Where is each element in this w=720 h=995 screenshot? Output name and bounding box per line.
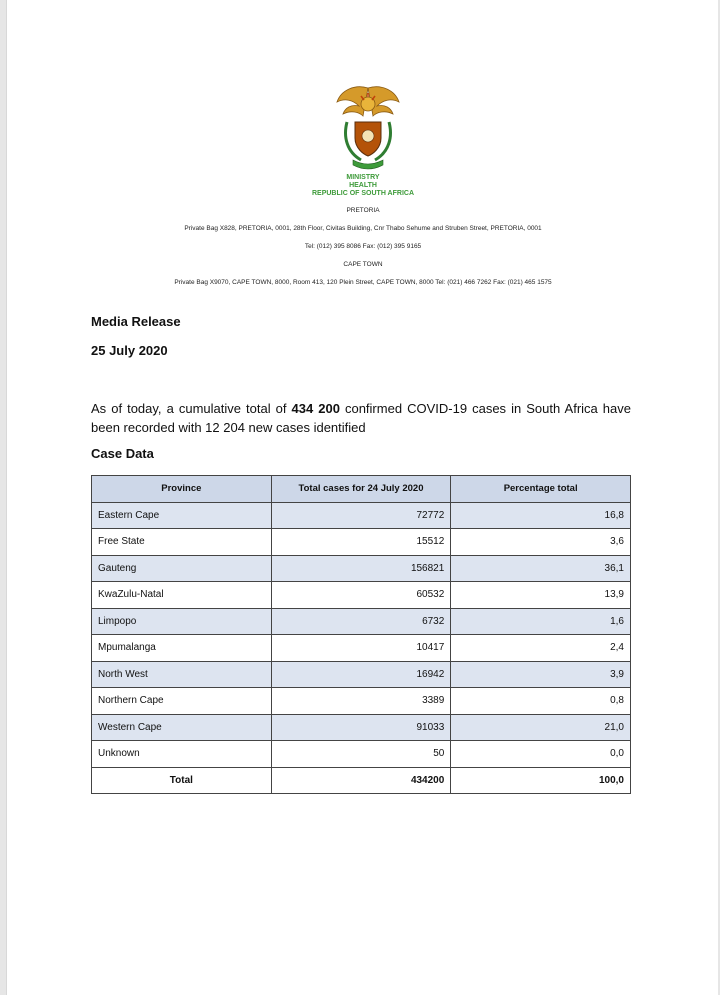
cases-cell: 15512 (271, 529, 451, 556)
percentage-cell: 3,6 (451, 529, 631, 556)
percentage-cell: 3,9 (451, 661, 631, 688)
province-cell: Eastern Cape (92, 502, 272, 529)
table-total-row (92, 767, 631, 794)
cases-cell: 91033 (271, 714, 451, 741)
document-page (6, 0, 718, 995)
intro-paragraph (91, 399, 631, 437)
intro-suffix: confirmed COVID-19 cases in South Africa have (339, 401, 631, 416)
province-cell: Free State (92, 529, 272, 556)
province-cell: Gauteng (92, 555, 272, 582)
table-row (92, 502, 631, 529)
table-row (92, 555, 631, 582)
province-cell: Western Cape (92, 714, 272, 741)
cases-cell: 50 (271, 741, 451, 768)
percentage-cell: 0,8 (451, 688, 631, 715)
percentage-cell: 2,4 (451, 635, 631, 662)
media-release-title: Media Release (91, 314, 181, 329)
column-header-total-cases: Total cases for 24 July 2020 (271, 476, 451, 503)
table-row (92, 661, 631, 688)
table-row (92, 741, 631, 768)
cases-cell: 60532 (271, 582, 451, 609)
table-header-row (92, 476, 631, 503)
case-data-table (91, 475, 631, 794)
province-cell: KwaZulu-Natal (92, 582, 272, 609)
pretoria-contact: Tel: (012) 395 8086 Fax: (012) 395 9165 (304, 243, 422, 250)
table-row (92, 608, 631, 635)
cases-cell: 3389 (271, 688, 451, 715)
table-row (92, 714, 631, 741)
ministry-label: MINISTRY (346, 174, 380, 181)
cases-cell: 16942 (271, 661, 451, 688)
column-header-percentage: Percentage total (451, 476, 631, 503)
intro-line-1 (91, 399, 631, 418)
cases-cell: 72772 (271, 502, 451, 529)
percentage-cell: 16,8 (451, 502, 631, 529)
province-cell: Limpopo (92, 608, 272, 635)
table-row (92, 635, 631, 662)
percentage-cell: 21,0 (451, 714, 631, 741)
province-cell: Unknown (92, 741, 272, 768)
release-date: 25 July 2020 (91, 343, 168, 358)
percentage-cell: 36,1 (451, 555, 631, 582)
department-label: HEALTH (349, 182, 377, 189)
capetown-address: Private Bag X9070, CAPE TOWN, 8000, Room 413, 120 Plein Street, CAPE TOWN, 8000 Tel: (021) 466 7262 Fax: (021) 465 1575 (174, 279, 552, 286)
case-data-heading: Case Data (91, 446, 154, 461)
province-cell: Northern Cape (92, 688, 272, 715)
province-cell: North West (92, 661, 272, 688)
coat-of-arms-emblem (333, 82, 403, 174)
country-label: REPUBLIC OF SOUTH AFRICA (311, 190, 415, 197)
total-label: Total (92, 767, 272, 794)
cases-cell: 156821 (271, 555, 451, 582)
table-row (92, 529, 631, 556)
pretoria-address: Private Bag X828, PRETORIA, 0001, 28th Floor, Civitas Building, Cnr Thabo Sehume and Struben Street, PRETORIA, 0001 (184, 225, 542, 232)
cases-cell: 10417 (271, 635, 451, 662)
province-cell: Mpumalanga (92, 635, 272, 662)
pretoria-label: PRETORIA (346, 207, 380, 214)
percentage-cell: 13,9 (451, 582, 631, 609)
percentage-cell: 1,6 (451, 608, 631, 635)
intro-prefix: As of today, a cumulative total of (91, 401, 292, 416)
percentage-cell: 0,0 (451, 741, 631, 768)
column-header-province: Province (92, 476, 272, 503)
capetown-label: CAPE TOWN (343, 261, 383, 268)
table-row (92, 582, 631, 609)
intro-total: 434 200 (291, 401, 340, 416)
total-percentage-cell: 100,0 (451, 767, 631, 794)
table-row (92, 688, 631, 715)
intro-line-2: been recorded with 12 204 new cases identified (91, 420, 366, 435)
cases-cell: 6732 (271, 608, 451, 635)
total-cases-cell: 434200 (271, 767, 451, 794)
